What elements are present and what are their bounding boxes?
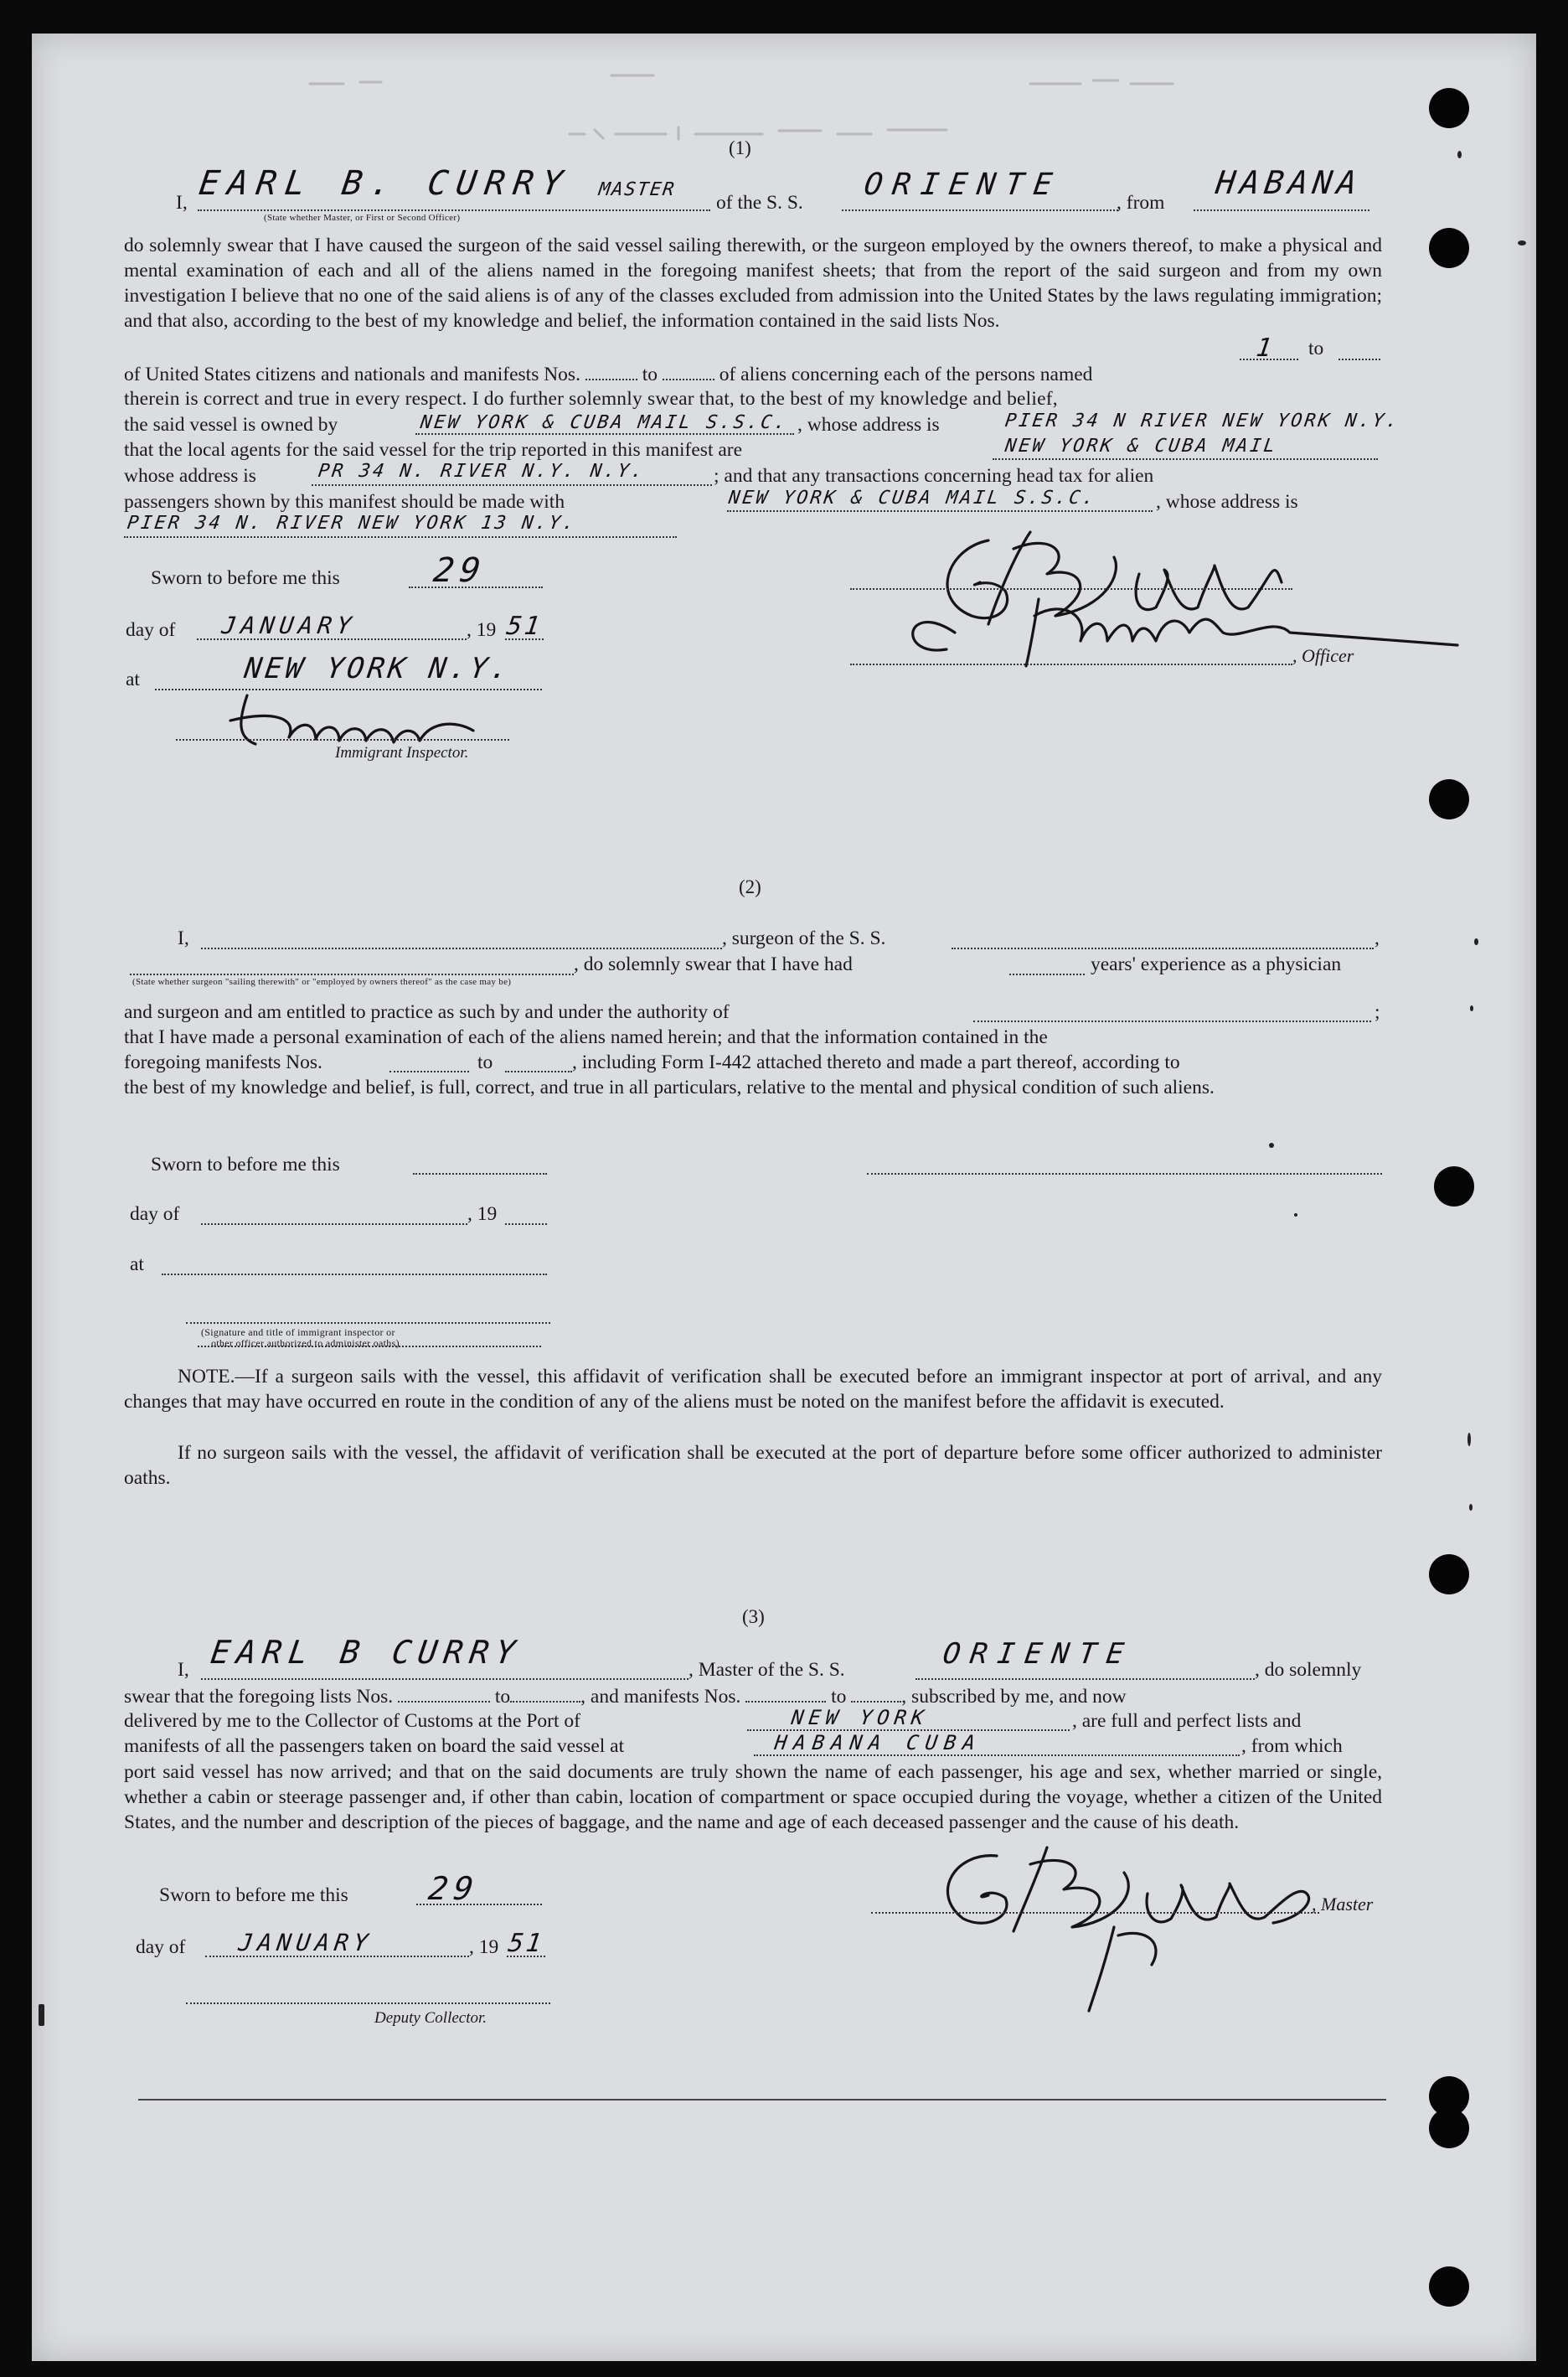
section-2-day-of-label: day of <box>130 1203 180 1225</box>
signature-note-1: (Signature and title of immigrant inspector or <box>201 1326 395 1338</box>
head-tax-line <box>727 510 1153 512</box>
section-2-i-label: I, <box>178 928 189 949</box>
lists-from-handwritten: 1 <box>1254 333 1277 363</box>
foregoing-lists-text: swear that the foregoing lists Nos. to , and manifests Nos. to , subscribed by me, and now <box>124 1686 1127 1708</box>
surgeon-status-line <box>130 974 574 975</box>
section-3-master-signature-line <box>871 1912 1319 1914</box>
punch-hole <box>1429 228 1469 268</box>
master-signature-section-3 <box>905 1835 1340 2019</box>
head-tax-with-label: passengers shown by this manifest should be made with <box>124 491 565 513</box>
agents-address-line <box>312 484 712 486</box>
immigrant-inspector-label: Immigrant Inspector. <box>335 744 469 762</box>
punch-hole <box>1429 88 1469 128</box>
manifests-to-label: to <box>477 1052 493 1073</box>
taken-at-line <box>754 1754 1240 1756</box>
ink-speck <box>1457 151 1462 158</box>
state-whether-note: (State whether Master, or First or Second Officer) <box>264 213 461 223</box>
section-3-vessel-handwritten: ORIENTE <box>941 1637 1137 1671</box>
head-tax-address-line <box>124 536 677 538</box>
agents-line <box>993 458 1378 460</box>
note-paragraph-2: If no surgeon sails with the vessel, the affidavit of verification shall be executed at the port of departure before some officer authorized to administer oaths. <box>124 1442 1382 1489</box>
master-name-line <box>198 209 710 211</box>
section-2-officer-signature-line <box>186 1322 550 1324</box>
ink-speck <box>1294 1213 1297 1217</box>
section-2-number: (2) <box>739 876 761 897</box>
punch-hole <box>1429 2108 1469 2148</box>
master-title-handwritten: MASTER <box>597 179 678 200</box>
manifests-from-line <box>389 1071 469 1072</box>
years-experience-line <box>1009 974 1085 975</box>
surgeon-name-line <box>201 948 722 949</box>
full-and-perfect-text: , are full and perfect lists and <box>1072 1710 1302 1732</box>
section-3-master-line <box>201 1678 689 1680</box>
solemnly-swear-label: , do solemnly swear that I have had <box>574 953 853 975</box>
ink-speck <box>1467 1433 1471 1446</box>
section-3-oath-text: port said vessel has now arrived; and that on the said documents are truly shown the name of each passenger, his age and sex, whether married or single, whether a cabin or steerage passenger and, if other than cabin, location of compartment or space occupied during the voyage, whether a citizen of the United States, and the number and description of the pieces of baggage, and the name and age of each deceased passenger and the cause of his death. <box>124 1761 1382 1833</box>
surgeon-of-label: , surgeon of the S. S. <box>722 928 886 949</box>
officer-label: , Officer <box>1292 645 1354 666</box>
owned-by-label: the said vessel is owned by <box>124 414 338 436</box>
ink-speck <box>39 2004 44 2026</box>
bottom-rule <box>138 2099 1386 2101</box>
section-1-oath-text: do solemnly swear that I have caused the surgeon of the said vessel sailing therewith, or the surgeon employed by the owners thereof, to make a physical and mental examination of each and all of the aliens named in the foregoing manifest sheets; that from the report of the said surgeon and from my own investigation I believe that no one of the said aliens is of any of the classes excluded from admission into the United States by the laws regulating immigration; and that also, according to the best of my knowledge and belief, the information contained in the said lists Nos. <box>124 235 1382 332</box>
vessel-line <box>842 209 1118 211</box>
form-i442-text: , including Form I-442 attached thereto and made a part thereof, according to <box>572 1052 1180 1073</box>
punch-hole <box>1434 1166 1474 1207</box>
head-tax-address-handwritten: PIER 34 N. RIVER NEW YORK 13 N.Y. <box>126 513 578 534</box>
master-name-handwritten: EARL B. CURRY <box>196 164 574 203</box>
examination-text: that I have made a personal examination of each of the aliens named herein; and that the information contained in the <box>124 1026 1048 1048</box>
from-port-line <box>1194 209 1369 211</box>
agents-address-handwritten: PR 34 N. RIVER N.Y. N.Y. <box>317 461 647 482</box>
section-3-year-handwritten: 51 <box>506 1929 546 1958</box>
section-2-at-line <box>162 1274 547 1275</box>
owner-handwritten: NEW YORK & CUBA MAIL S.S.C. <box>419 412 790 433</box>
section-2-at-label: at <box>130 1253 144 1275</box>
punch-hole <box>1429 1554 1469 1594</box>
from-port-handwritten: HABANA <box>1213 164 1364 201</box>
lists-to-line <box>1338 359 1380 360</box>
officer-signature-line-lower <box>850 664 1292 665</box>
correctness-text: the best of my knowledge and belief, is full, correct, and true in all particulars, relative to the mental and physical condition of such aliens. <box>124 1077 1215 1098</box>
foregoing-manifests-label: foregoing manifests Nos. <box>124 1052 322 1073</box>
sworn-day-handwritten: 29 <box>431 551 489 590</box>
section-3-year-line <box>507 1956 545 1957</box>
section-2-sworn-label: Sworn to before me this <box>151 1154 340 1176</box>
section-3-sworn-label: Sworn to before me this <box>159 1884 348 1906</box>
day-of-label: day of <box>126 619 176 641</box>
manifests-to-line <box>505 1071 572 1072</box>
port-of-handwritten: NEW YORK <box>790 1706 931 1729</box>
section-2-year-line <box>505 1223 547 1225</box>
authority-label: and surgeon and am entitled to practice as such by and under the authority of <box>124 1001 730 1023</box>
ink-speck <box>1269 1143 1274 1148</box>
semicolon-mark: ; <box>1375 1001 1380 1023</box>
lists-to-label: to <box>1308 338 1324 359</box>
officer-signature-line-upper <box>850 588 1292 590</box>
year-prefix-label: , 19 <box>467 619 497 641</box>
head-tax-text: ; and that any transactions concerning head tax for alien <box>714 465 1154 487</box>
from-label: , from <box>1117 192 1165 214</box>
citizens-manifests-text: of United States citizens and nationals and manifests Nos. to of aliens concerning each of the persons named <box>124 364 1093 385</box>
surgeon-signature-line <box>867 1173 1382 1175</box>
oath-i-label: I, <box>176 192 188 214</box>
surgeon-status-note: (State whether surgeon "sailing therewith" or "employed by owners thereof" as the case may be) <box>132 977 512 987</box>
deputy-collector-label: Deputy Collector. <box>374 2009 487 2027</box>
agents-handwritten: NEW YORK & CUBA MAIL <box>1003 436 1279 457</box>
surgeon-vessel-line <box>952 948 1374 949</box>
section-3-month-handwritten: JANUARY <box>236 1929 375 1956</box>
ink-speck <box>1469 1504 1473 1511</box>
comma-mark: , <box>1375 928 1380 949</box>
section-3-solemnly-label: , do solemnly <box>1255 1659 1362 1681</box>
local-agents-label: that the local agents for the said vessel for the trip reported in this manifest are <box>124 439 743 461</box>
note-paragraph-1: NOTE.—If a surgeon sails with the vessel, this affidavit of verification shall be executed before an immigrant inspector at port of arrival, and any changes that may have occurred en route in the condition of any of the aliens must be noted on the manifest before the affidavit is executed. <box>124 1366 1382 1413</box>
reverse-side-bleed-through <box>293 50 1298 159</box>
at-place-handwritten: NEW YORK N.Y. <box>242 652 513 685</box>
section-3-master-handwritten: EARL B CURRY <box>208 1634 524 1671</box>
ink-speck <box>1518 240 1526 245</box>
sworn-label: Sworn to before me this <box>151 567 340 589</box>
section-2-month-line <box>201 1223 467 1225</box>
owner-address-label: , whose address is <box>797 414 940 436</box>
punch-hole <box>1429 2266 1469 2307</box>
master-signature-section-1 <box>888 524 1457 674</box>
section-3-vessel-line <box>916 1678 1255 1680</box>
authority-line <box>973 1021 1371 1022</box>
owner-line <box>415 433 794 435</box>
taken-on-board-label: manifests of all the passengers taken on board the said vessel at <box>124 1735 625 1757</box>
section-2-sworn-day-line <box>413 1173 547 1175</box>
deputy-collector-line <box>186 2002 550 2004</box>
section-2-year-prefix: , 19 <box>467 1203 498 1225</box>
agents-address-label: whose address is <box>124 465 256 487</box>
year-line <box>505 638 544 640</box>
year-handwritten: 51 <box>504 612 544 641</box>
delivered-to-label: delivered by me to the Collector of Customs at the Port of <box>124 1710 580 1732</box>
owner-address-handwritten: PIER 34 N RIVER NEW YORK N.Y. <box>1003 411 1401 431</box>
punch-hole <box>1429 779 1469 819</box>
lists-from-line <box>1240 359 1298 360</box>
section-3-year-prefix: , 19 <box>469 1936 499 1958</box>
correct-and-true-text: therein is correct and true in every respect. I do further solemnly swear that, to the best of my knowledge and belief, <box>124 388 1058 410</box>
head-tax-address-label: , whose address is <box>1156 491 1298 513</box>
section-3-day-of-label: day of <box>136 1936 186 1958</box>
section-1-number: (1) <box>729 137 751 158</box>
master-of-ss-label: , Master of the S. S. <box>689 1659 845 1681</box>
ink-speck <box>1470 1005 1473 1011</box>
vessel-handwritten: ORIENTE <box>862 168 1065 202</box>
section-3-sworn-day-handwritten: 29 <box>426 1870 482 1907</box>
years-experience-label: years' experience as a physician <box>1091 953 1342 975</box>
ink-speck <box>1474 938 1478 945</box>
master-label: , Master <box>1312 1894 1374 1915</box>
signature-note-2: other officer authorized to administer oaths) <box>211 1337 400 1349</box>
at-label: at <box>126 669 140 690</box>
section-3-i-label: I, <box>178 1659 189 1681</box>
signature-note-underline <box>198 1346 541 1347</box>
month-handwritten: JANUARY <box>219 612 358 639</box>
section-3-number: (3) <box>742 1606 765 1627</box>
head-tax-handwritten: NEW YORK & CUBA MAIL S.S.C. <box>727 488 1098 509</box>
from-which-label: , from which <box>1241 1735 1343 1757</box>
taken-at-handwritten: HABANA CUBA <box>773 1731 983 1754</box>
of-the-ss-label: of the S. S. <box>716 192 803 214</box>
